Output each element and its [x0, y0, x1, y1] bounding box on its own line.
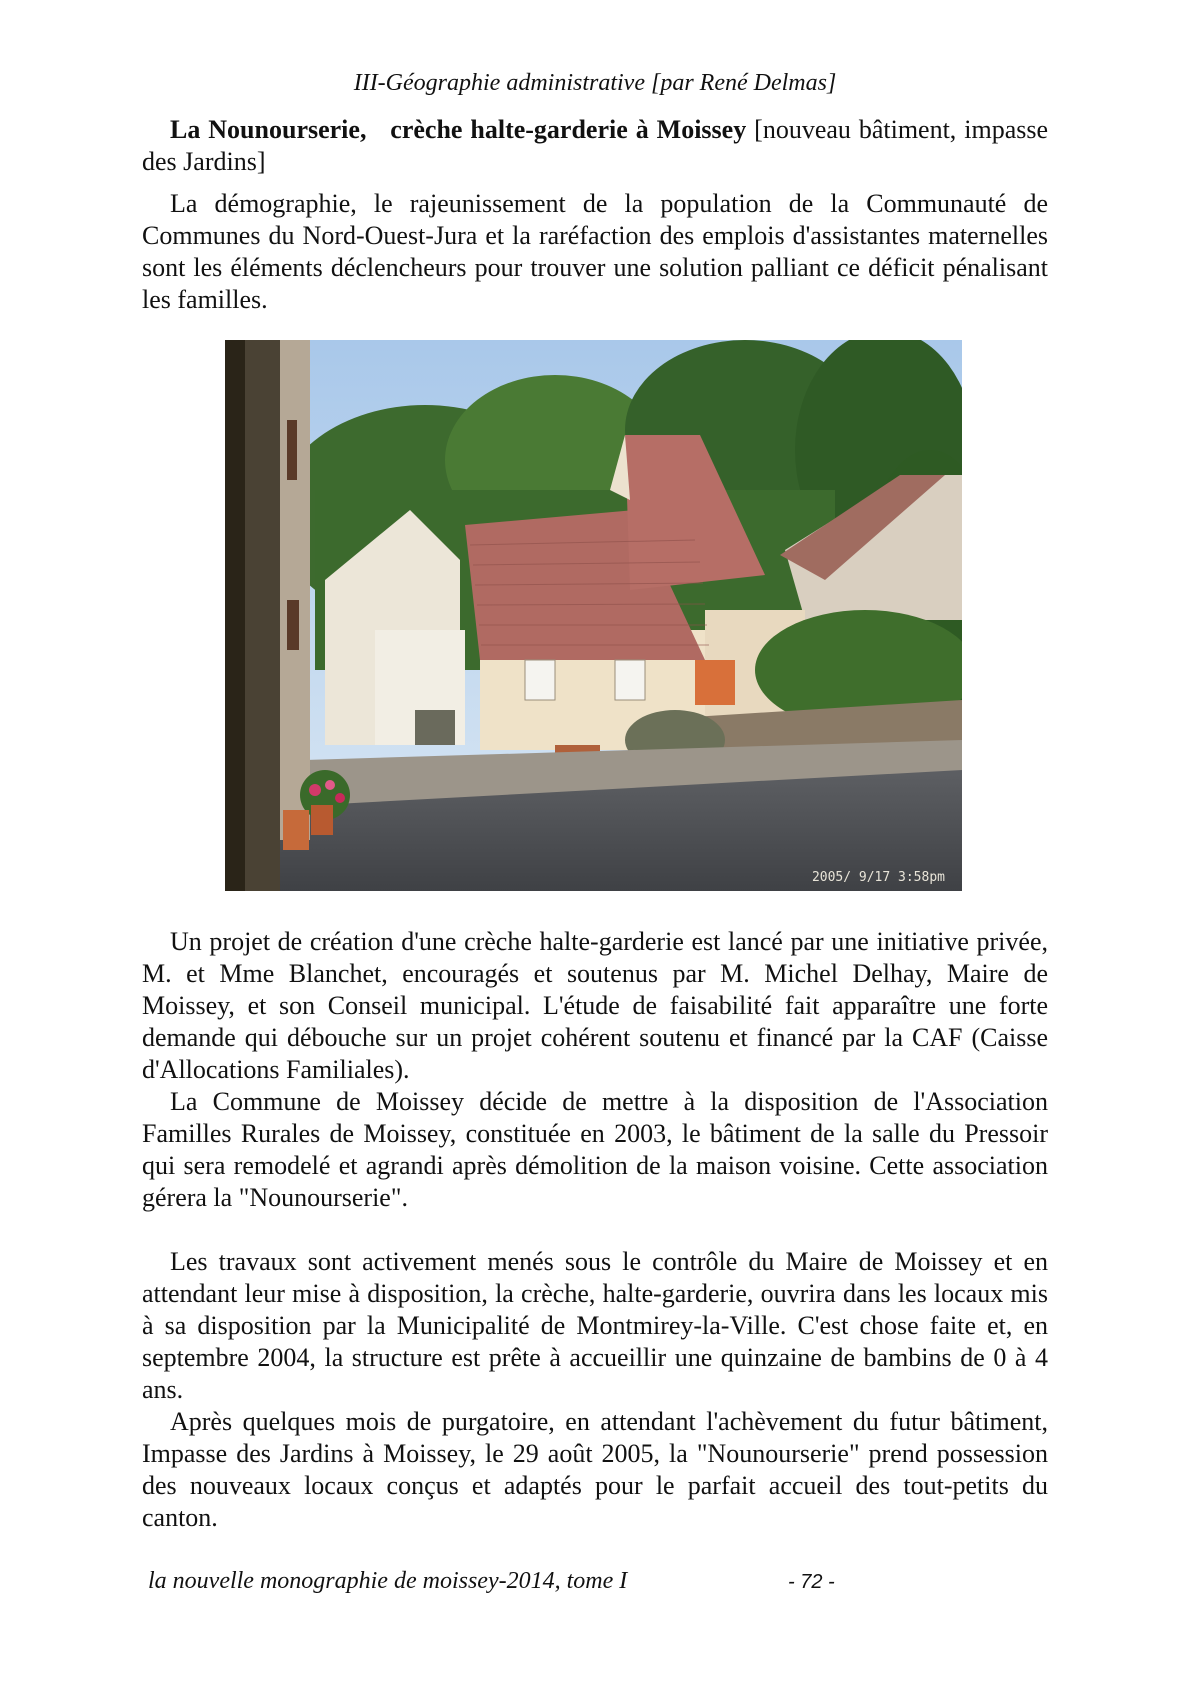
creche-building-photo	[225, 340, 962, 891]
paragraph-travaux: Les travaux sont activement menés sous le contrôle du Maire de Moissey et en attendant leur mise à disposition, la crèche, halte-garderie, ouvrira dans les locaux mis à sa disposition par la Municipalité de Montmirey-la-Ville. C'est chose faite et, en septembre 2004, la structure est prête à accueillir une quinzaine de bambins de 0 à 4 ans.	[142, 1247, 1048, 1404]
paragraph-commune: La Commune de Moissey décide de mettre à la disposition de l'Association Familles Rurales de Moissey, constituée en 2003, le bâtiment de la salle du Pressoir qui sera remodelé et agrandi après démolition de la maison voisine. Cette association gérera la "Nounourserie".	[142, 1087, 1048, 1212]
running-header: III-Géographie administrative [par René Delmas]	[353, 70, 837, 96]
paragraph-demographie: La démographie, le rajeunissement de la population de la Communauté de Communes du Nord-Ouest-Jura et la raréfaction des emplois d'assistantes maternelles sont les éléments déclencheurs pour trouver une solution palliant ce déficit pénalisant les familles.	[142, 189, 1048, 314]
page-number: - 72 -	[788, 1571, 835, 1593]
footer-title: la nouvelle monographie de moissey-2014, tome I	[148, 1568, 628, 1594]
paragraph-projet: Un projet de création d'une crèche halte-garderie est lancé par une initiative privée, M. et Mme Blanchet, encouragés et soutenus par M. Michel Delhay, Maire de Moissey, et son Conseil municipal. L'étude de faisabilité fait apparaître une forte demande qui débouche sur un projet cohérent soutenu et financé par la CAF (Caisse d'Allocations Familiales).	[142, 927, 1048, 1084]
paragraph-apres: Après quelques mois de purgatoire, en attendant l'achèvement du futur bâtiment, Impasse des Jardins à Moissey, le 29 août 2005, la "Nounourserie" prend possession des nouveaux locaux conçus et adaptés pour le parfait accueil des tout-petits du canton.	[142, 1407, 1048, 1532]
intro-title-part-1: La Nounourserie,	[170, 115, 367, 144]
photo-timestamp: 2005/ 9/17 3:58pm	[811, 870, 945, 885]
intro-paragraph	[142, 114, 1048, 178]
intro-title-rest: [nouveau bâtiment, impasse des Jardins]	[142, 115, 1049, 176]
intro-title-part-2: crèche halte-garderie à Moissey	[390, 115, 747, 144]
